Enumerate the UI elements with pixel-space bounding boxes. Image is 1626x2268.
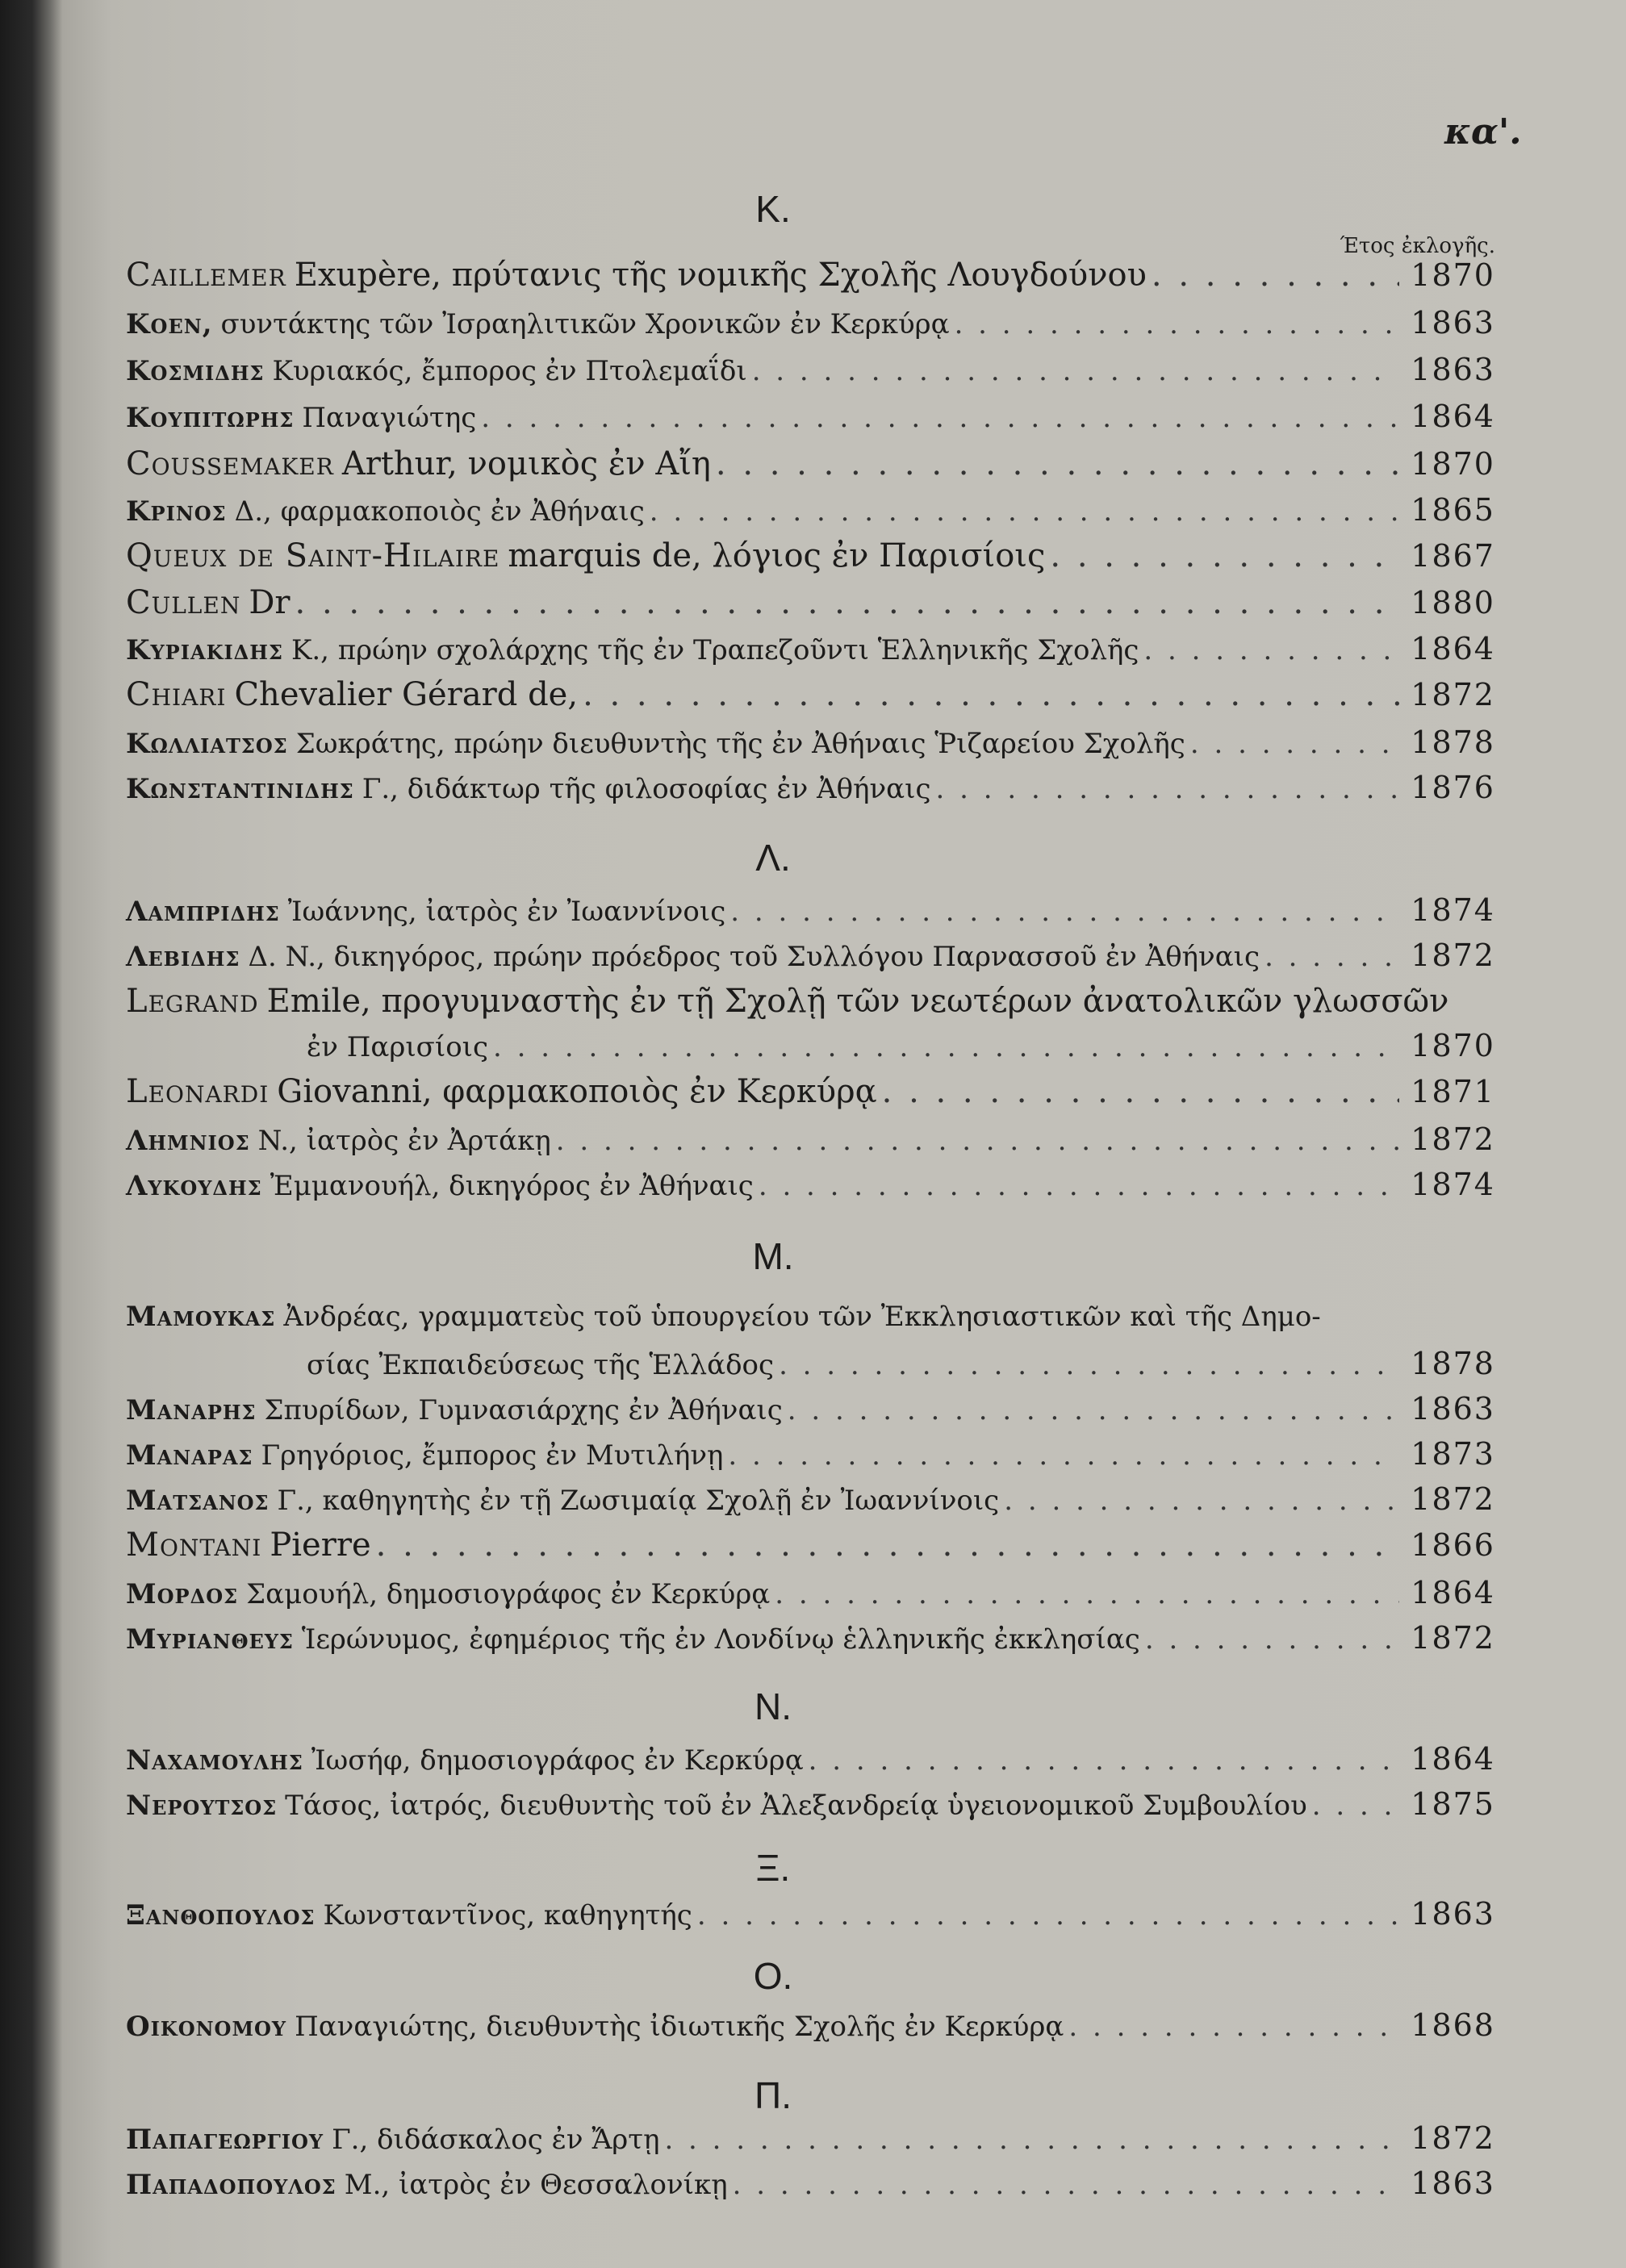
entry-description: N., ἰατρὸς ἐν Ἀρτάκῃ: [257, 1125, 551, 1157]
entry-name: Coussemaker: [126, 445, 334, 482]
entry-name: Chiari: [126, 676, 227, 713]
entry-description: Ἐμμανουήλ, δικηγόρος ἐν Ἀθήναις: [270, 1170, 754, 1202]
dot-leaders: [809, 1744, 1400, 1777]
entry-description: Emile, προγυμναστὴς ἐν τῇ Σχολῇ τῶν νεωτέρων ἀνατολικῶν γλωσσῶν: [266, 983, 1449, 1020]
section-letter-k: K.: [755, 188, 791, 230]
dot-leaders: [697, 1899, 1399, 1932]
entry-description: K., πρώην σχολάρχης τῆς ἐν Τραπεζοῦντι Ἑλληνικῆς Σχολῆς: [291, 634, 1139, 666]
section-letter-pi: Π.: [754, 2074, 792, 2116]
entry-name: Κωνσταντινιδης: [126, 773, 354, 805]
entry-description: Dr: [249, 584, 291, 621]
entry-description: Τάσος, ἰατρός, διευθυντὴς τοῦ ἐν Ἀλεξανδρείᾳ ὑγειονομικοῦ Συμβουλίου: [285, 1790, 1307, 1822]
section-letter-lambda: Λ.: [755, 837, 791, 879]
entry-year: 1872: [1411, 2120, 1495, 2156]
entry-year: 1863: [1411, 352, 1495, 387]
entry-name: Παπαγεωργιου: [126, 2124, 324, 2156]
dot-leaders: [481, 402, 1399, 434]
entry-description: Γρηγόριος, ἔμπορος ἐν Μυτιλήνῃ: [261, 1439, 724, 1472]
entry-name: Λαμπριδης: [126, 896, 280, 928]
entry-description: Παναγιώτης, διευθυντὴς ἰδιωτικῆς Σχολῆς ἐν Κερκύρᾳ: [295, 2011, 1064, 2043]
list-item: [126, 1073, 1495, 1109]
list-item: [126, 2166, 1495, 2201]
entry-year: 1864: [1411, 1575, 1495, 1610]
entry-description: Ἰωσήφ, δημοσιογράφος ἐν Κερκύρᾳ: [311, 1744, 804, 1777]
entry-description: Ἀνδρέας, γραμματεὺς τοῦ ὑπουργείου τῶν Ἐκκλησιαστικῶν καὶ τῆς Δημο-: [283, 1301, 1321, 1333]
entry-year: 1875: [1411, 1786, 1495, 1822]
list-item: [126, 1121, 1495, 1157]
dot-leaders: [556, 1125, 1400, 1157]
dot-leaders: [1004, 1485, 1399, 1517]
dot-leaders: [295, 584, 1400, 621]
dot-leaders: [1068, 2011, 1399, 2043]
entry-description: Κυριακός, ἔμπορος ἐν Πτολεμαΐδι: [272, 355, 747, 387]
entry-year: 1878: [1411, 725, 1495, 760]
list-item: [126, 892, 1495, 928]
list-item: [126, 725, 1495, 760]
entry-year: 1864: [1411, 399, 1495, 434]
entry-name: Caillemer: [126, 257, 286, 294]
entry-name: Κωλλιατσος: [126, 728, 288, 760]
list-item: [126, 1786, 1495, 1822]
dot-leaders: [1143, 634, 1399, 666]
entry-description: Giovanni, φαρμακοποιὸς ἐν Κερκύρᾳ: [277, 1073, 877, 1110]
list-item: [299, 1028, 1495, 1063]
dot-leaders: [1145, 1623, 1399, 1656]
list-item: [126, 770, 1495, 805]
entry-description: συντάκτης τῶν Ἰσραηλιτικῶν Χρονικῶν ἐν Κερκύρᾳ: [220, 308, 950, 340]
list-item: [126, 2120, 1495, 2156]
entry-description: ἐν Παρισίοις: [307, 1031, 489, 1063]
entry-description: Ἰωάννης, ἰατρὸς ἐν Ἰωαννίνοις: [287, 896, 726, 928]
list-item: [126, 445, 1495, 481]
entry-year: 1872: [1411, 1620, 1495, 1656]
entry-name: Μαμουκας: [126, 1301, 276, 1333]
entry-description: Κωνσταντῖνος, καθηγητής: [323, 1899, 692, 1932]
entry-name: Μορδος: [126, 1578, 239, 1610]
entry-description: Γ., διδάκτωρ τῆς φιλοσοφίας ἐν Ἀθήναις: [362, 773, 931, 805]
list-item: [126, 1620, 1495, 1656]
list-item: [126, 1301, 1495, 1336]
entry-description: Σαμουήλ, δημοσιογράφος ἐν Κερκύρᾳ: [246, 1578, 771, 1610]
list-item: [126, 537, 1495, 573]
entry-name: Οικονομου: [126, 2011, 287, 2043]
entry-year: 1876: [1411, 770, 1495, 805]
list-item: [126, 1481, 1495, 1517]
entry-year: 1865: [1411, 492, 1495, 528]
dot-leaders: [1312, 1790, 1399, 1822]
dot-leaders: [775, 1578, 1399, 1610]
entry-description: Γ., διδάσκαλος ἐν Ἄρτῃ: [332, 2124, 660, 2156]
dot-leaders: [779, 1349, 1399, 1381]
entry-year: 1872: [1411, 938, 1495, 973]
entry-name: Κοεν,: [126, 308, 213, 340]
dot-leaders: [788, 1394, 1400, 1426]
list-item: [126, 1527, 1495, 1562]
entry-name: Ναχαμουλης: [126, 1744, 303, 1777]
dot-leaders: [1152, 257, 1399, 294]
entry-description: Δ., φαρμακοποιὸς ἐν Ἀθήναις: [234, 495, 645, 528]
dot-leaders: [376, 1527, 1400, 1564]
list-item: [126, 1167, 1495, 1202]
list-item: [126, 1436, 1495, 1472]
entry-description: marquis de, λόγιος ἐν Παρισίοις: [508, 537, 1046, 574]
book-spine: [0, 0, 63, 2268]
entry-description: Σωκράτης, πρώην διευθυντὴς τῆς ἐν Ἀθήναις Ῥιζαρείου Σχολῆς: [295, 728, 1185, 760]
entry-name: Κοσμιδης: [126, 355, 265, 387]
entry-name: Λημνιος: [126, 1125, 250, 1157]
year-column-header: Έτος ἐκλογῆς.: [1340, 234, 1495, 258]
entry-name: Κρινος: [126, 495, 227, 528]
entry-year: 1872: [1411, 1481, 1495, 1517]
section-letter-o: O.: [753, 1955, 793, 1997]
entry-description: Σπυρίδων, Γυμνασιάρχης ἐν Ἀθήναις: [264, 1394, 783, 1426]
entry-year: 1863: [1411, 2166, 1495, 2201]
entry-year: 1863: [1411, 1391, 1495, 1426]
entry-year: 1874: [1411, 892, 1495, 928]
entry-name: Μαναρας: [126, 1439, 253, 1472]
entry-name: Cullen: [126, 584, 241, 621]
entry-name: Legrand: [126, 983, 259, 1020]
entry-year: 1878: [1411, 1346, 1495, 1381]
entry-year: 1870: [1411, 446, 1495, 482]
dot-leaders: [1190, 728, 1399, 760]
dot-leaders: [664, 2124, 1399, 2156]
entry-year: 1866: [1411, 1527, 1495, 1563]
section-letter-xi: Ξ.: [755, 1847, 791, 1889]
entry-description: M., ἰατρὸς ἐν Θεσσαλονίκῃ: [344, 2169, 728, 2201]
entry-year: 1872: [1411, 677, 1495, 712]
list-item: [126, 983, 1495, 1018]
dot-leaders: [730, 896, 1399, 928]
entry-description: Ἱερώνυμος, ἐφημέριος τῆς ἐν Λονδίνῳ ἑλληνικῆς ἐκκλησίας: [301, 1623, 1140, 1656]
list-item: [126, 676, 1495, 712]
dot-leaders: [882, 1073, 1400, 1110]
entry-name: Νερουτσος: [126, 1790, 278, 1822]
list-item: [126, 631, 1495, 666]
entry-description: Pierre: [270, 1527, 371, 1564]
entry-name: Μαναρης: [126, 1394, 257, 1426]
entry-name: Λεβιδης: [126, 941, 240, 973]
entry-name: Κουπιτωρης: [126, 402, 295, 434]
dot-leaders: [650, 495, 1400, 528]
page-content: [63, 0, 1626, 2268]
entry-year: 1863: [1411, 305, 1495, 340]
dot-leaders: [1050, 537, 1399, 574]
entry-name: Queux de Saint-Hilaire: [126, 537, 500, 574]
entry-description: Chevalier Gérard de,: [234, 676, 579, 713]
dot-leaders: [1264, 941, 1399, 973]
dot-leaders: [716, 445, 1399, 482]
list-item: [126, 1741, 1495, 1777]
dot-leaders: [936, 773, 1400, 805]
entry-name: Montani: [126, 1527, 262, 1564]
dot-leaders: [733, 2169, 1400, 2201]
dot-leaders: [583, 676, 1399, 713]
list-item: [126, 938, 1495, 973]
list-item: [126, 257, 1495, 292]
entry-year: 1868: [1411, 2007, 1495, 2043]
entry-year: 1880: [1411, 585, 1495, 620]
section-letter-m: M.: [752, 1235, 794, 1277]
list-item: [126, 2007, 1495, 2043]
list-item: [126, 1575, 1495, 1610]
entry-year: 1870: [1411, 1028, 1495, 1063]
entry-year: 1872: [1411, 1121, 1495, 1157]
list-item: [126, 305, 1495, 340]
entry-description: Γ., καθηγητὴς ἐν τῇ Ζωσιμαίᾳ Σχολῇ ἐν Ἰωαννίνοις: [277, 1485, 1000, 1517]
entry-year: 1871: [1411, 1074, 1495, 1109]
entry-description: Δ. N., δικηγόρος, πρώην πρόεδρος τοῦ Συλλόγου Παρνασσοῦ ἐν Ἀθήναις: [248, 941, 1260, 973]
entry-description: σίας Ἐκπαιδεύσεως τῆς Ἑλλάδος: [307, 1349, 775, 1381]
list-item: [126, 492, 1495, 528]
list-item: [299, 1346, 1495, 1381]
entry-year: 1870: [1411, 257, 1495, 293]
entry-name: Leonardi: [126, 1073, 270, 1110]
list-item: [126, 1896, 1495, 1932]
list-item: [126, 584, 1495, 620]
entry-name: Ξανθοπουλος: [126, 1899, 316, 1932]
entry-year: 1873: [1411, 1436, 1495, 1472]
dot-leaders: [752, 355, 1400, 387]
dot-leaders: [759, 1170, 1399, 1202]
entry-name: Μυριανθευς: [126, 1623, 294, 1656]
entry-name: Λυκουδης: [126, 1170, 262, 1202]
entry-name: Ματσανος: [126, 1485, 270, 1517]
entry-year: 1863: [1411, 1896, 1495, 1932]
list-item: [126, 399, 1495, 434]
dot-leaders: [955, 308, 1400, 340]
entry-year: 1867: [1411, 538, 1495, 574]
entry-year: 1864: [1411, 631, 1495, 666]
entry-year: 1874: [1411, 1167, 1495, 1202]
entry-description: Exupère, πρύτανις τῆς νομικῆς Σχολῆς Λουγδούνου: [294, 257, 1147, 294]
list-item: [126, 352, 1495, 387]
entry-name: Κυριακιδης: [126, 634, 283, 666]
page-number: κα'.: [1444, 111, 1522, 152]
dot-leaders: [728, 1439, 1399, 1472]
dot-leaders: [493, 1031, 1399, 1063]
section-letter-n: N.: [754, 1685, 792, 1727]
entry-description: Παναγιώτης: [302, 402, 477, 434]
entry-name: Παπαδοπουλος: [126, 2169, 336, 2201]
entry-year: 1864: [1411, 1741, 1495, 1777]
list-item: [126, 1391, 1495, 1426]
entry-description: Arthur, νομικὸς ἐν Αἴη: [341, 445, 711, 482]
